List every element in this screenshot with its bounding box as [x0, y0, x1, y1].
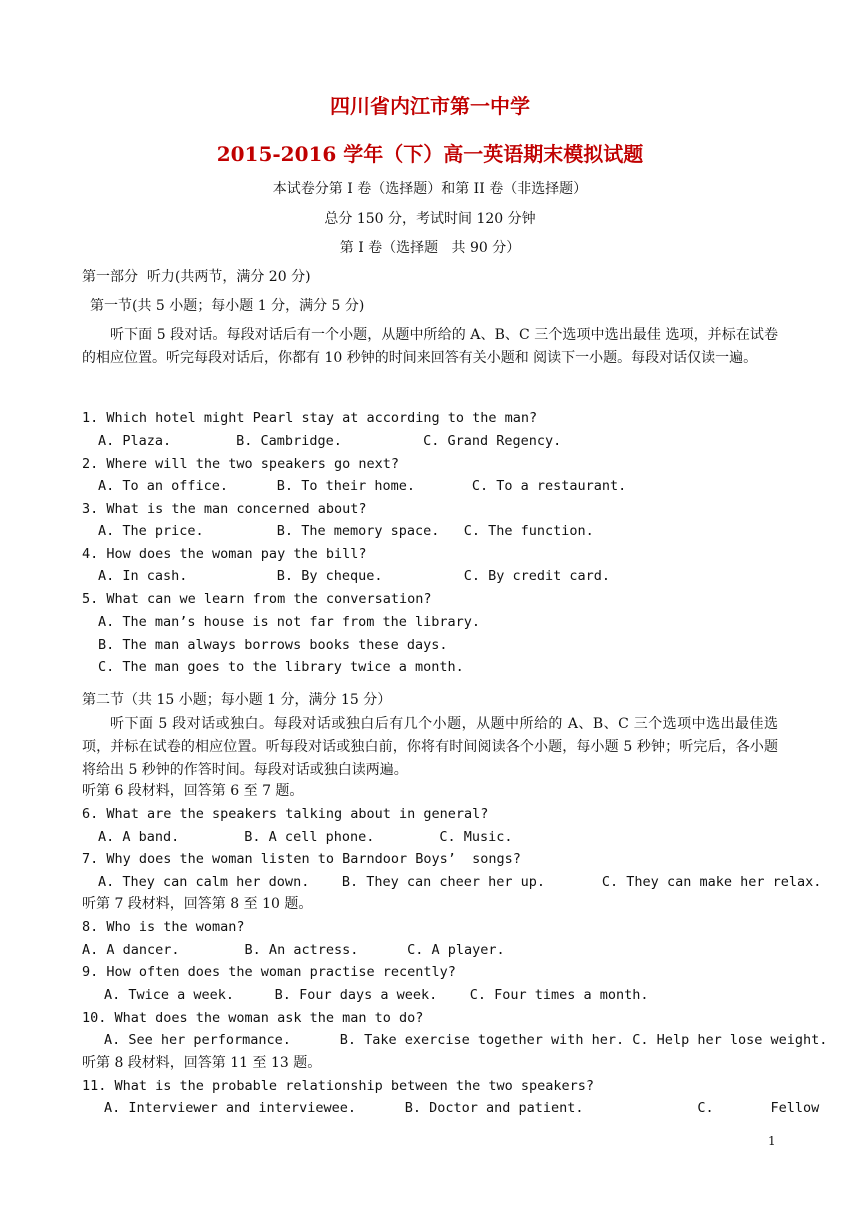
- question-6: 6. What are the speakers talking about in general?: [82, 806, 489, 822]
- volume-one-heading: 第 I 卷（选择题 共 90 分）: [339, 240, 521, 256]
- part-one-heading: 第一部分 听力(共两节，满分 20 分): [82, 269, 311, 285]
- question-5: 5. What can we learn from the conversation?: [82, 591, 432, 607]
- question-5-option-b: B. The man always borrows books these days.: [98, 637, 448, 653]
- material-7-note: 听第 7 段材料，回答第 8 至 10 题。: [82, 896, 313, 912]
- question-8: 8. Who is the woman?: [82, 919, 245, 935]
- section-one-heading: 第一节(共 5 小题；每小题 1 分，满分 5 分): [90, 298, 365, 314]
- paper-structure-note: 本试卷分第 I 卷（选择题）和第 II 卷（非选择题）: [272, 181, 588, 197]
- question-10: 10. What does the woman ask the man to do?: [82, 1010, 424, 1026]
- question-10-options: A. See her performance. B. Take exercise together with her. C. Help her lose weight.: [104, 1032, 828, 1048]
- question-4-options: A. In cash. B. By cheque. C. By credit card.: [98, 568, 611, 584]
- exam-title: 2015-2016 学年（下）高一英语期末模拟试题: [216, 142, 644, 166]
- question-6-options: A. A band. B. A cell phone. C. Music.: [98, 829, 513, 845]
- question-8-options: A. A dancer. B. An actress. C. A player.: [82, 942, 505, 958]
- question-5-option-a: A. The man’s house is not far from the library.: [98, 614, 481, 630]
- question-2-options: A. To an office. B. To their home. C. To a restaurant.: [98, 478, 627, 494]
- school-title: 四川省内江市第一中学: [330, 94, 530, 118]
- question-7-options: A. They can calm her down. B. They can cheer her up. C. They can make her relax.: [98, 874, 822, 890]
- question-9-options: A. Twice a week. B. Four days a week. C. Four times a month.: [104, 987, 649, 1003]
- question-1: 1. Which hotel might Pearl stay at according to the man?: [82, 410, 538, 426]
- section-two-heading: 第二节（共 15 小题；每小题 1 分，满分 15 分）: [82, 692, 392, 708]
- question-3: 3. What is the man concerned about?: [82, 501, 367, 517]
- section-one-instructions: 听下面 5 段对话。每段对话后有一个小题，从题中所给的 A、B、C 三个选项中选出最佳 选项，并标在试卷的相应位置。听完每段对话后，你都有 10 秒钟的时间来回答有关小题和 阅读下一小题。每段对话仅读一遍。: [82, 327, 778, 366]
- question-3-options: A. The price. B. The memory space. C. The function.: [98, 523, 594, 539]
- question-11-options: A. Interviewer and interviewee. B. Doctor and patient. C. Fellow: [104, 1100, 820, 1116]
- score-time-note: 总分 150 分，考试时间 120 分钟: [324, 211, 536, 227]
- question-9: 9. How often does the woman practise recently?: [82, 964, 456, 980]
- page-number: 1: [768, 1134, 776, 1148]
- question-4: 4. How does the woman pay the bill?: [82, 546, 367, 562]
- question-2: 2. Where will the two speakers go next?: [82, 456, 399, 472]
- question-1-options: A. Plaza. B. Cambridge. C. Grand Regency.: [98, 433, 562, 449]
- question-5-option-c: C. The man goes to the library twice a month.: [98, 659, 464, 675]
- material-6-note: 听第 6 段材料，回答第 6 至 7 题。: [82, 783, 304, 799]
- question-11: 11. What is the probable relationship between the two speakers?: [82, 1078, 595, 1094]
- material-8-note: 听第 8 段材料，回答第 11 至 13 题。: [82, 1055, 322, 1071]
- section-two-instructions: 听下面 5 段对话或独白。每段对话或独白后有几个小题，从题中所给的 A、B、C 三个选项中选出最佳选项，并标在试卷的相应位置。听每段对话或独白前，你将有时间阅读各个小题，每小题 5 秒钟；听完后，各小题将给出 5 秒钟的作答时间。每段对话或独白读两遍。: [82, 716, 778, 778]
- question-7: 7. Why does the woman listen to Barndoor Boys’ songs?: [82, 851, 521, 867]
